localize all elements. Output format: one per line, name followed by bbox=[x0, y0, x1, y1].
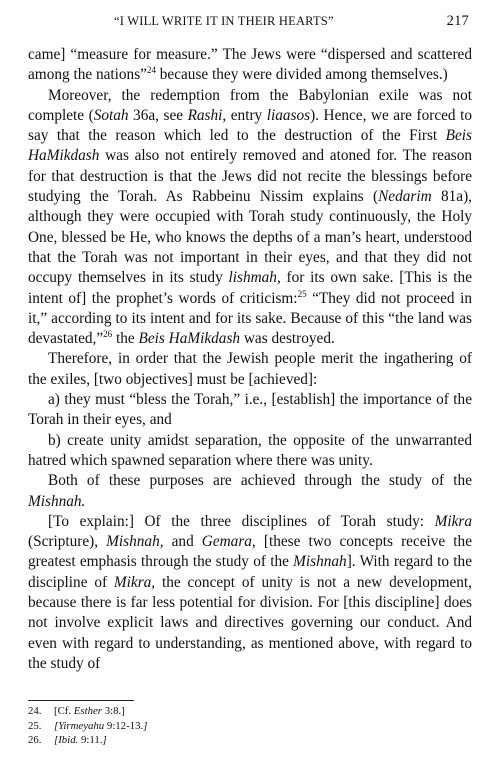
body-paragraph: a) they must “bless the Torah,” i.e., [establish] the importance of the Torah in their eyes, and bbox=[28, 391, 472, 429]
body-paragraph: came] “measure for measure.” The Jews were “dispersed and scattered among the nations”$^{24}$ because they were divided among themselves.) bbox=[28, 46, 472, 84]
footnote-text: [Cf. Esther 3:8.] bbox=[54, 705, 125, 717]
footnotes bbox=[28, 704, 448, 748]
running-header bbox=[28, 14, 472, 34]
page-number: 217 bbox=[446, 13, 469, 29]
body-paragraph: Moreover, the redemption from the Babylonian exile was not complete (Sotah 36a, see Rashi, entry liaasos). Hence, we are forced to say that the reason which led to the destruction of the First Beis HaMikdash was also not entirely removed and atoned for. The reason for that destruction is that the Jews did not recite the blessings before studying the Torah. As Rabbeinu Nissim explains (Nedarim 81a), although they were occupied with Torah study continuously, the Holy One, blessed be He, who knows the depths of a man’s heart, understood that the Torah was not important in their eyes, and that they did not occupy themselves in its study lishmah, for its own sake. [This is the intent of] the prophet’s words of criticism:$^{25}$ “They did not proceed in it,” according to its intent and for its sake. Because of this “the land was devastated,”$^{26}$ the Beis HaMikdash was destroyed. bbox=[28, 86, 472, 348]
footnote bbox=[28, 733, 448, 748]
footnote-number: 25. bbox=[28, 719, 42, 732]
footnote-text: [Ibid. 9:11.] bbox=[54, 734, 107, 747]
body-paragraph: Therefore, in order that the Jewish people merit the ingathering of the exiles, [two objectives] must be [achieved]: bbox=[28, 350, 472, 388]
footnote bbox=[28, 719, 448, 734]
body-text bbox=[28, 45, 472, 674]
running-title: “I WILL WRITE IT IN THEIR HEARTS” bbox=[114, 14, 334, 28]
footnote-text: [Yirmeyahu 9:12-13.] bbox=[54, 719, 148, 732]
body-paragraph: [To explain:] Of the three disciplines of Torah study: Mikra (Scripture), Mishnah, and Gemara, [these two concepts receive the greatest emphasis through the study of the Mishnah]. With regard to the discipline of Mikra, the concept of unity is not a new development, because there is far less potential for division. For [this discipline] does not involve explicit laws and directives governing our conduct. And even with regard to understanding, as mentioned above, with regard to the study of bbox=[28, 512, 472, 672]
footnote-number: 24. bbox=[28, 705, 42, 717]
body-paragraph: Both of these purposes are achieved through the study of the Mishnah. bbox=[28, 472, 472, 510]
footnote-rule bbox=[28, 700, 134, 701]
footnote-number: 26. bbox=[28, 734, 42, 747]
body-paragraph: b) create unity amidst separation, the opposite of the unwarranted hatred which spawned separation where there was unity. bbox=[28, 431, 472, 469]
footnote bbox=[28, 704, 448, 719]
